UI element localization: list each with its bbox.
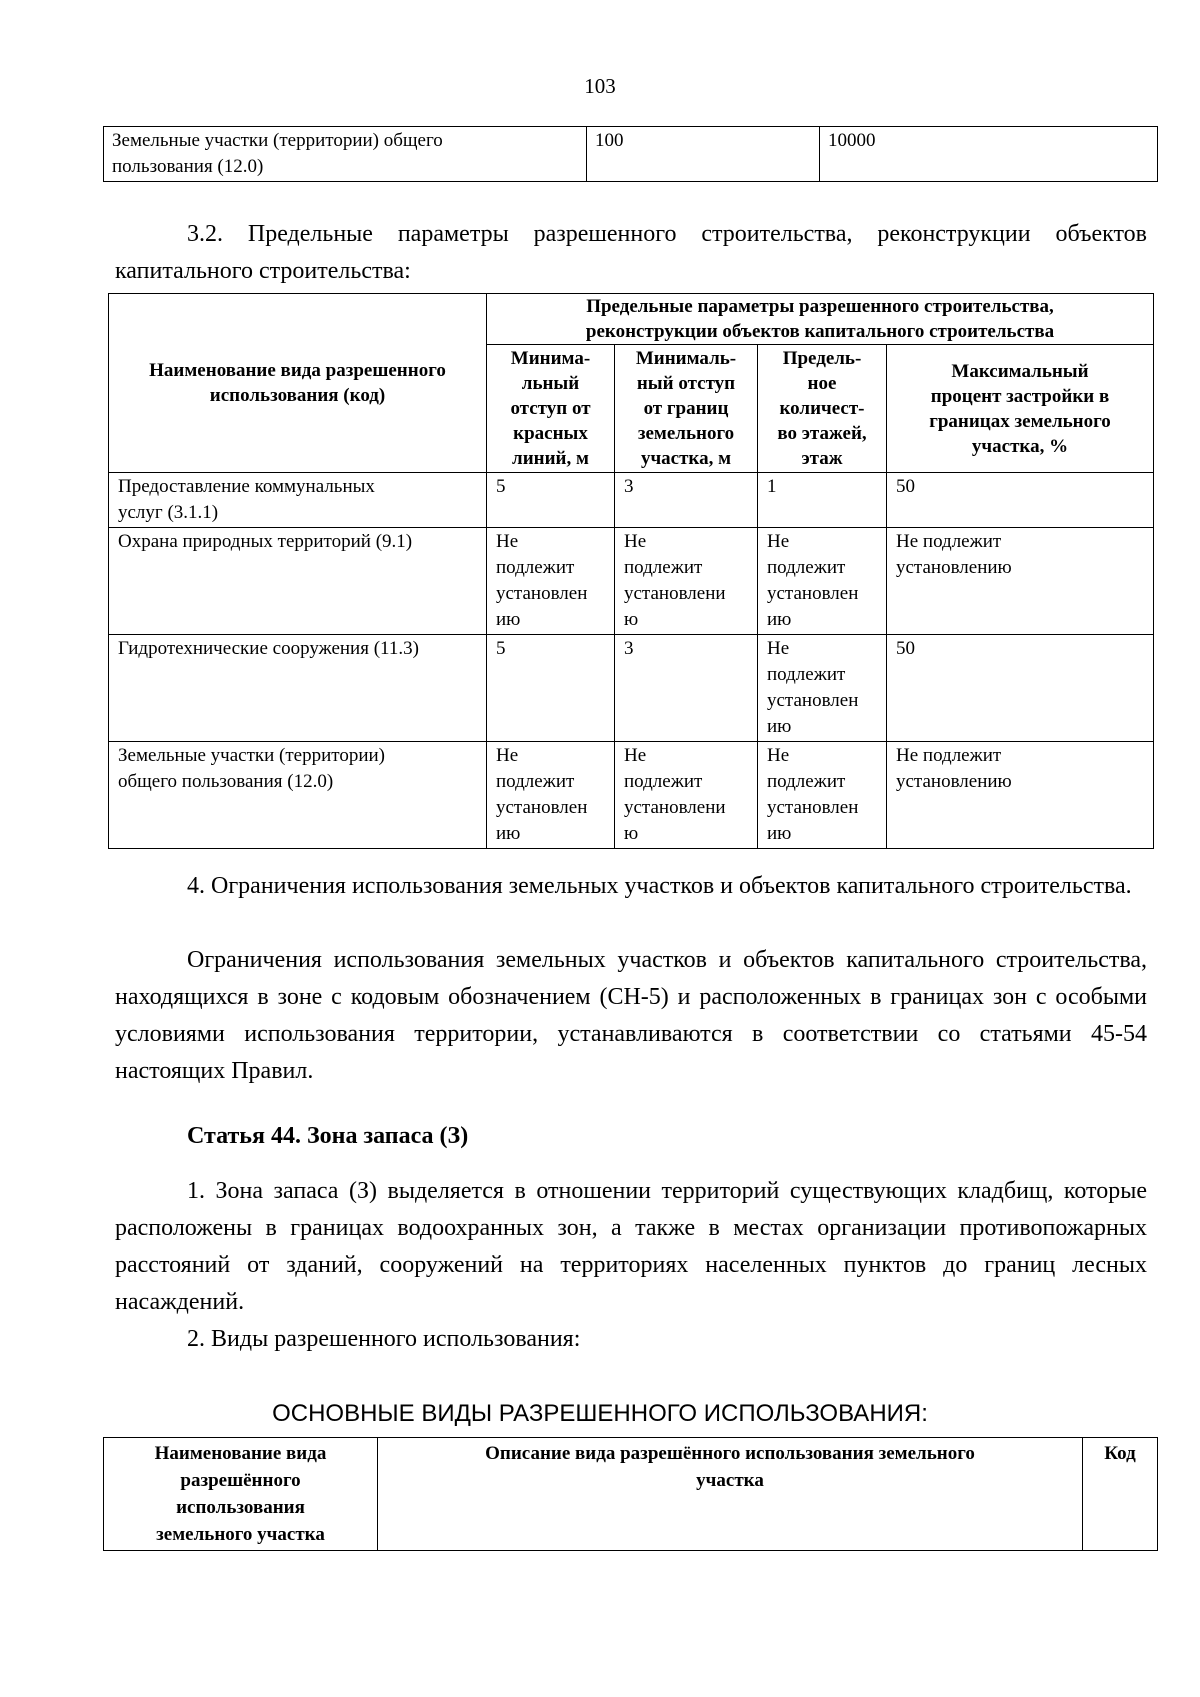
row-c4: Не подлежит установлению	[887, 742, 1154, 849]
header-type-description: Описание вида разрешённого использования земельного участка	[378, 1438, 1083, 1551]
header-code: Код	[1083, 1438, 1158, 1551]
table-cell-name: Земельные участки (территории) общего пользования (12.0)	[104, 127, 587, 182]
row-c3: Не подлежит установлен ию	[758, 635, 887, 742]
article-44-paragraph-1: 1. Зона запаса (З) выделяется в отношении территорий существующих кладбищ, которые расположены в границах водоохранных зон, а также в местах организации противопожарных расстояний от зданий, сооружений на территориях населенных пунктов до границ лесных насаждений.	[115, 1178, 1147, 1315]
row-c2: Не подлежит установлени ю	[615, 528, 758, 635]
row-c1: Не подлежит установлен ию	[487, 742, 615, 849]
row-c3: 1	[758, 473, 887, 528]
table-cell-min-area: 100	[587, 127, 820, 182]
row-c1: Не подлежит установлен ию	[487, 528, 615, 635]
header-min-boundary: Минималь- ный отступ от границ земельного участка, м	[615, 345, 758, 473]
row-c3: Не подлежит установлен ию	[758, 742, 887, 849]
row-c4: 50	[887, 635, 1154, 742]
row-c1: 5	[487, 473, 615, 528]
row-name: Земельные участки (территории) общего пользования (12.0)	[109, 742, 487, 849]
table-row	[104, 127, 1158, 182]
header-max-floors: Предель- ное количест- во этажей, этаж	[758, 345, 887, 473]
table-row	[109, 635, 1154, 742]
main-types-table	[103, 1437, 1158, 1551]
header-type-name: Наименование вида разрешённого использования земельного участка	[104, 1438, 378, 1551]
header-max-coverage: Максимальный процент застройки в границах земельного участка, %	[887, 345, 1154, 473]
article-44-heading: Статья 44. Зона запаса (З)	[187, 1123, 469, 1149]
header-group: Предельные параметры разрешенного строительства, реконструкции объектов капитального строительства	[487, 294, 1154, 345]
row-name: Гидротехнические сооружения (11.3)	[109, 635, 487, 742]
section-4-paragraph: 4. Ограничения использования земельных участков и объектов капитального строительства.	[187, 873, 1132, 899]
row-name: Предоставление коммунальных услуг (3.1.1)	[109, 473, 487, 528]
row-c4: Не подлежит установлению	[887, 528, 1154, 635]
page-number: 103	[584, 74, 616, 98]
header-min-red-lines: Минима- льный отступ от красных линий, м	[487, 345, 615, 473]
row-c3: Не подлежит установлен ию	[758, 528, 887, 635]
table-header-row	[109, 294, 1154, 345]
row-c2: 3	[615, 473, 758, 528]
article-44-paragraph-2: 2. Виды разрешенного использования:	[187, 1326, 581, 1352]
table-row	[109, 473, 1154, 528]
section-4-restrictions-paragraph: Ограничения использования земельных участков и объектов капитального строительства, находящихся в зоне с кодовым обозначением (СН-5) и расположенных в границах зон с особыми условиями использования территории, устанавливаются в соответствии со статьями 45-54 настоящих Правил.	[115, 947, 1147, 1084]
row-c4: 50	[887, 473, 1154, 528]
area-limits-table-continuation	[103, 126, 1158, 182]
section-3-2-text: 3.2. Предельные параметры разрешенного строительства, реконструкции объектов капитального строительства:	[115, 221, 1147, 284]
table-header-row	[104, 1438, 1158, 1551]
row-c1: 5	[487, 635, 615, 742]
table-cell-max-area: 10000	[820, 127, 1158, 182]
table-row	[109, 742, 1154, 849]
construction-parameters-table	[108, 293, 1154, 849]
table-row	[109, 528, 1154, 635]
row-c2: 3	[615, 635, 758, 742]
header-name: Наименование вида разрешенного использования (код)	[109, 294, 487, 473]
main-types-title: ОСНОВНЫЕ ВИДЫ РАЗРЕШЕННОГО ИСПОЛЬЗОВАНИЯ:	[272, 1400, 928, 1427]
row-c2: Не подлежит установлени ю	[615, 742, 758, 849]
row-name: Охрана природных территорий (9.1)	[109, 528, 487, 635]
